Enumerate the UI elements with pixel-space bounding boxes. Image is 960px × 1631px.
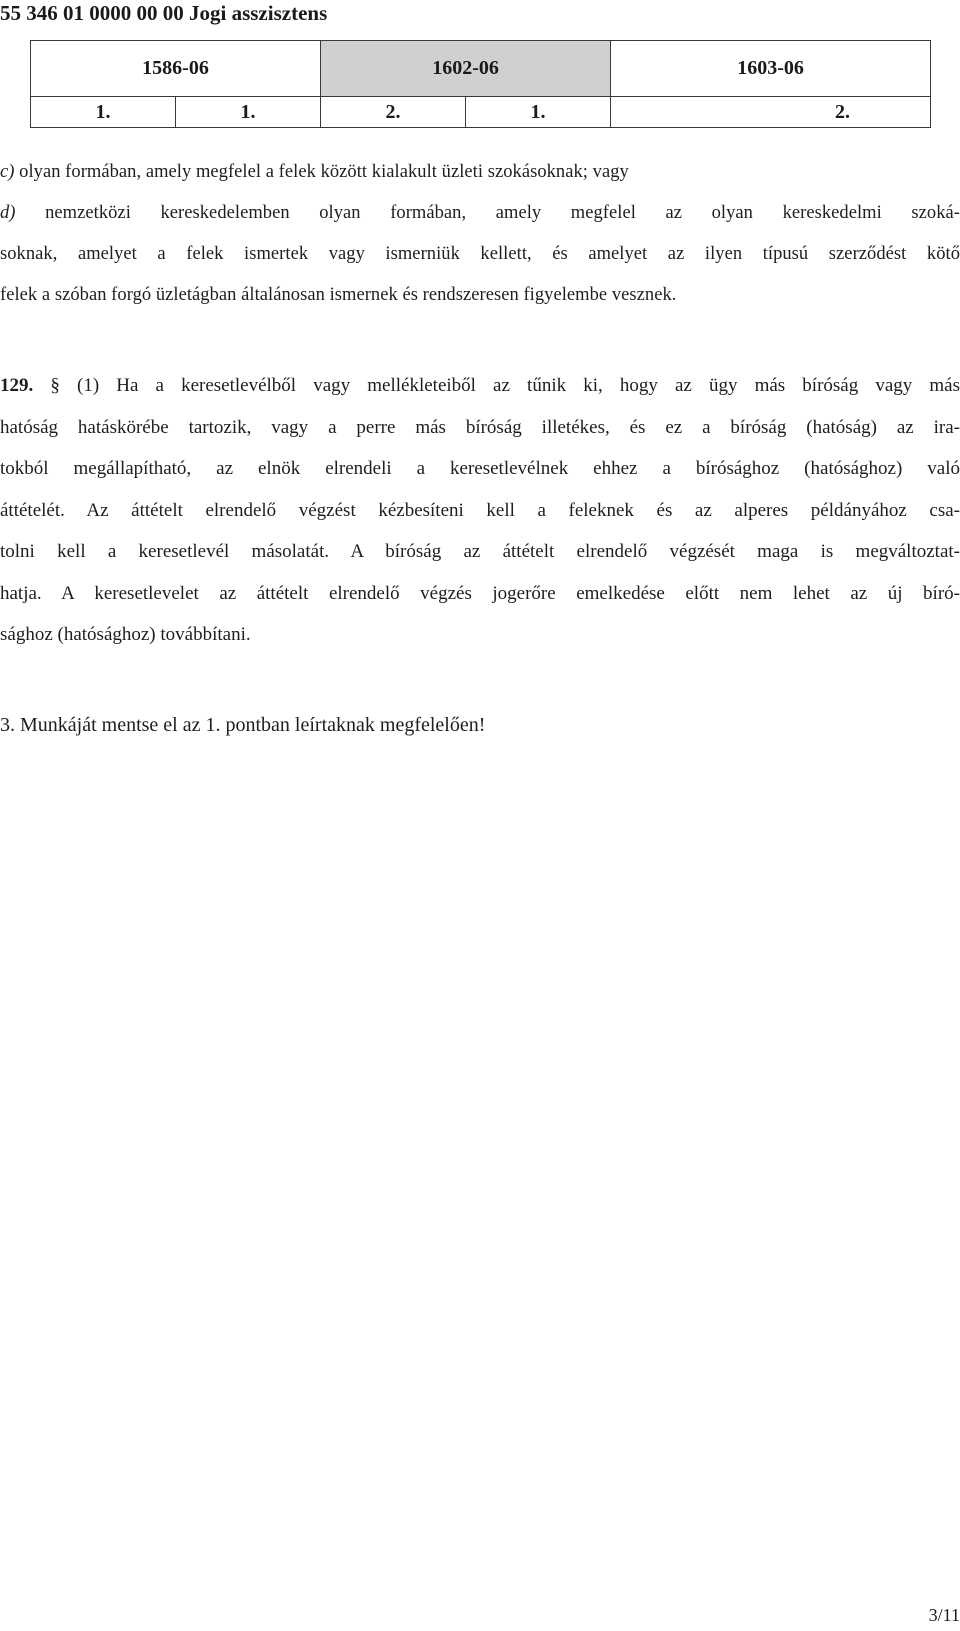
section-129-line2: hatóság hatáskörébe tartozik, vagy a perre más bíróság illetékes, és ez a bíróság (hatóság) az ira- (0, 416, 960, 438)
page-number: 3/11 (928, 1605, 960, 1625)
section-symbol: § (50, 375, 60, 396)
section-number: 129. (0, 375, 34, 396)
section-129-line7: sághoz (hatósághoz) továbbítani. (0, 624, 251, 645)
section-129-line6: hatja. A keresetlevelet az áttételt elrendelő végzés jogerőre emelkedése előtt nem lehet az új bíró- (0, 582, 960, 604)
module-sub-4: 1. (466, 97, 611, 128)
section-129-line3: tokból megállapítható, az elnök elrendeli a keresetlevélnek ehhez a bírósághoz (hatósághoz) való (0, 458, 960, 479)
clause-c (0, 152, 960, 193)
section-129-line4: áttételét. Az áttételt elrendelő végzést kézbesíteni kell a feleknek és az alperes példányához csa- (0, 499, 960, 521)
section-129-line5: tolni kell a keresetlevél másolatát. A bíróság az áttételt elrendelő végzését maga is megváltoztat- (0, 541, 960, 562)
module-sub-3: 2. (321, 97, 466, 128)
module-subheader-row (31, 97, 931, 128)
clause-d-line2: soknak, amelyet a felek ismertek vagy ismerniük kellett, és amelyet az ilyen típusú szerződést kötő (0, 244, 960, 264)
clause-d-marker: d) (0, 203, 16, 223)
task-3: 3. Munkáját mentse el az 1. pontban leírtaknak megfelelően! (0, 714, 486, 736)
document-title: 55 346 01 0000 00 00 Jogi asszisztens (0, 1, 328, 25)
module-header-row (31, 41, 931, 97)
clause-c-text: olyan formában, amely megfelel a felek között kialakult üzleti szokásoknak; vagy (14, 162, 629, 182)
module-header-1602: 1602-06 (321, 41, 611, 97)
section-129-line1: 129. § (1) Ha a keresetlevélből vagy mellékleteiből az tűnik ki, hogy az ügy más bíróság vagy más (0, 375, 960, 396)
module-sub-5: 2. (611, 97, 931, 128)
module-header-1603: 1603-06 (611, 41, 931, 97)
module-sub-2: 1. (176, 97, 321, 128)
module-table (30, 40, 931, 128)
clause-c-marker: c) (0, 162, 15, 182)
module-header-1586: 1586-06 (31, 41, 321, 97)
clauses-cd (0, 152, 960, 316)
module-sub-1: 1. (31, 97, 176, 128)
clause-d-line1 (0, 193, 960, 234)
clause-d-line3: felek a szóban forgó üzletágban általánosan ismernek és rendszeresen figyelembe vesznek. (0, 285, 677, 305)
section-129 (0, 365, 960, 656)
clause-d-text1: nemzetközi kereskedelemben olyan formában, amely megfelel az olyan kereskedelmi szoká- (15, 203, 960, 223)
